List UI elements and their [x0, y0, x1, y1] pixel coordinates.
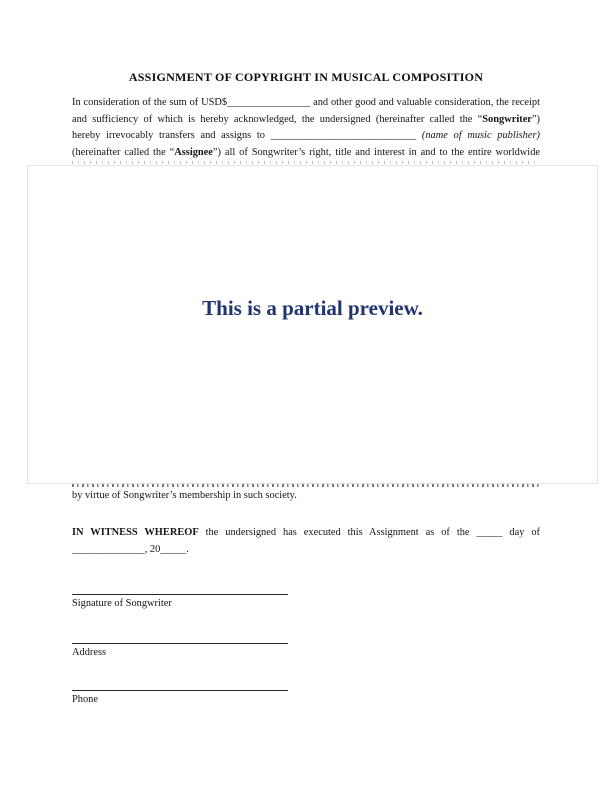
paragraph-line-1: [72, 95, 540, 112]
partial-preview-notice: This is a partial preview.: [202, 296, 423, 320]
paragraph-text: (hereinafter called the “: [72, 146, 175, 158]
witness-line-1: [72, 524, 540, 541]
paragraph-text: ”): [531, 113, 540, 125]
witness-text: the undersigned has executed this Assignment as of the _____ day of: [198, 527, 540, 538]
continuation-line: by virtue of Songwriter’s membership in such society.: [72, 490, 297, 501]
phone-field-label: Phone: [72, 694, 98, 705]
paragraph-line-2: [72, 112, 540, 129]
assignee-term: Assignee: [174, 146, 213, 158]
address-field: [72, 643, 288, 659]
paragraph-line-3: [72, 128, 540, 145]
paragraph-text: and sufficiency of which is hereby acknowledged, the undersigned (hereinafter called the “: [72, 113, 483, 125]
paragraph-line-4: [72, 145, 540, 162]
signature-field: [72, 594, 288, 610]
phone-field: [72, 690, 288, 706]
witness-clause: [72, 524, 540, 558]
signature-field-label: Signature of Songwriter: [72, 598, 172, 609]
publisher-name-hint: (name of music publisher): [421, 130, 540, 141]
obscured-text-fragments-bottom: [72, 484, 540, 487]
obscured-text-fragments-top: [72, 161, 540, 164]
songwriter-term: Songwriter: [482, 113, 532, 125]
paragraph-text: In consideration of the sum of USD$________________ and other good and valuable consideration, the receipt: [72, 97, 540, 108]
paragraph-text: ”) all of Songwriter’s right, title and interest in and to the entire worldwide: [212, 146, 540, 158]
partial-preview-overlay: [27, 165, 598, 484]
witness-whereof-term: IN WITNESS WHEREOF: [72, 527, 199, 538]
address-field-label: Address: [72, 647, 107, 658]
witness-line-2: ______________, 20_____.: [72, 544, 189, 555]
document-title: ASSIGNMENT OF COPYRIGHT IN MUSICAL COMPOSITION: [128, 70, 484, 84]
paragraph-text: hereby irrevocably transfers and assigns to ____________________________: [72, 130, 422, 141]
intro-paragraph: [72, 95, 540, 161]
